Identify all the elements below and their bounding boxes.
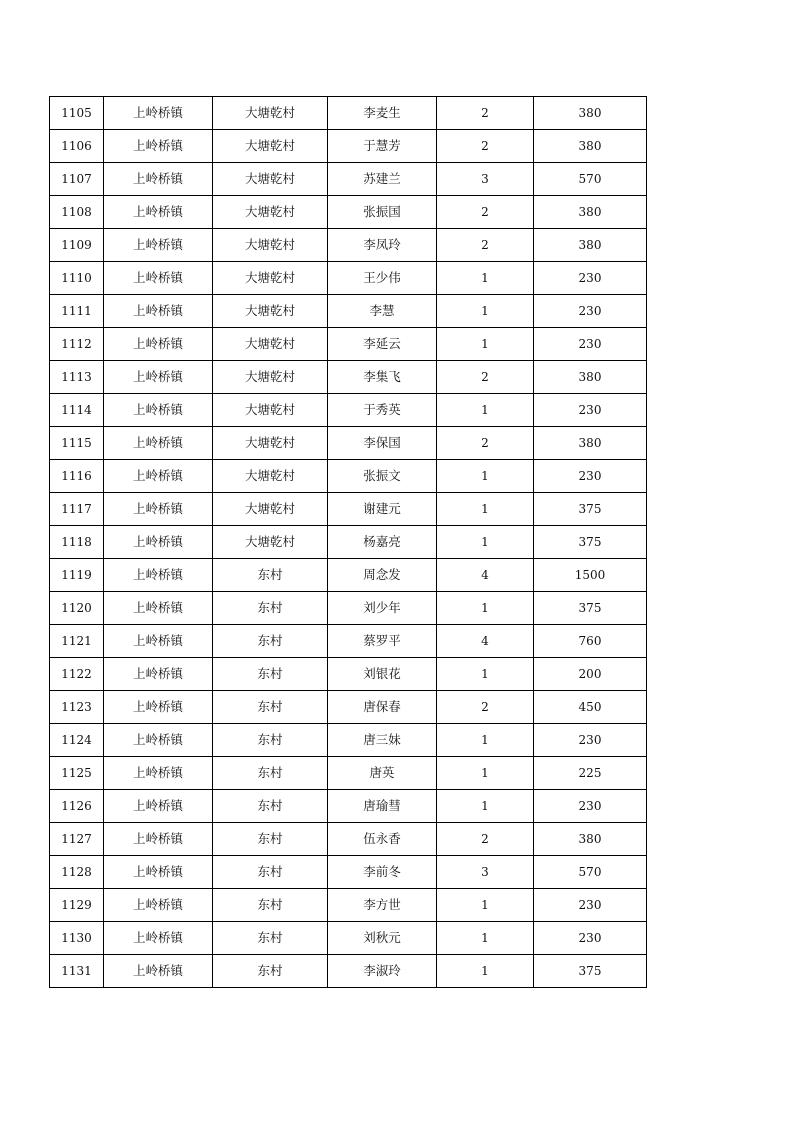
cell-name: 杨嘉亮 bbox=[328, 526, 437, 559]
cell-village: 大塘乾村 bbox=[213, 163, 328, 196]
cell-village: 东村 bbox=[213, 724, 328, 757]
table-row bbox=[50, 493, 647, 526]
cell-number: 1126 bbox=[50, 790, 104, 823]
cell-name: 李慧 bbox=[328, 295, 437, 328]
cell-town: 上岭桥镇 bbox=[104, 691, 213, 724]
cell-village: 东村 bbox=[213, 823, 328, 856]
table-row bbox=[50, 295, 647, 328]
cell-amount: 375 bbox=[534, 592, 647, 625]
cell-town: 上岭桥镇 bbox=[104, 295, 213, 328]
cell-count: 1 bbox=[437, 460, 534, 493]
cell-amount: 230 bbox=[534, 790, 647, 823]
cell-count: 1 bbox=[437, 262, 534, 295]
cell-amount: 570 bbox=[534, 856, 647, 889]
cell-name: 谢建元 bbox=[328, 493, 437, 526]
cell-number: 1119 bbox=[50, 559, 104, 592]
cell-town: 上岭桥镇 bbox=[104, 229, 213, 262]
cell-town: 上岭桥镇 bbox=[104, 460, 213, 493]
cell-count: 2 bbox=[437, 691, 534, 724]
cell-village: 大塘乾村 bbox=[213, 493, 328, 526]
cell-town: 上岭桥镇 bbox=[104, 790, 213, 823]
cell-town: 上岭桥镇 bbox=[104, 559, 213, 592]
cell-name: 李麦生 bbox=[328, 97, 437, 130]
cell-town: 上岭桥镇 bbox=[104, 526, 213, 559]
cell-town: 上岭桥镇 bbox=[104, 361, 213, 394]
cell-town: 上岭桥镇 bbox=[104, 196, 213, 229]
cell-count: 4 bbox=[437, 559, 534, 592]
table-row bbox=[50, 955, 647, 988]
cell-amount: 375 bbox=[534, 955, 647, 988]
cell-village: 东村 bbox=[213, 559, 328, 592]
cell-amount: 380 bbox=[534, 427, 647, 460]
table-row bbox=[50, 559, 647, 592]
cell-village: 大塘乾村 bbox=[213, 295, 328, 328]
cell-amount: 380 bbox=[534, 97, 647, 130]
cell-amount: 760 bbox=[534, 625, 647, 658]
cell-village: 东村 bbox=[213, 790, 328, 823]
cell-name: 唐保春 bbox=[328, 691, 437, 724]
cell-number: 1124 bbox=[50, 724, 104, 757]
cell-count: 1 bbox=[437, 658, 534, 691]
cell-name: 于慧芳 bbox=[328, 130, 437, 163]
table-row bbox=[50, 724, 647, 757]
cell-town: 上岭桥镇 bbox=[104, 823, 213, 856]
cell-count: 1 bbox=[437, 526, 534, 559]
table-row bbox=[50, 658, 647, 691]
cell-name: 张振文 bbox=[328, 460, 437, 493]
cell-number: 1128 bbox=[50, 856, 104, 889]
cell-amount: 1500 bbox=[534, 559, 647, 592]
cell-number: 1111 bbox=[50, 295, 104, 328]
cell-number: 1130 bbox=[50, 922, 104, 955]
cell-town: 上岭桥镇 bbox=[104, 625, 213, 658]
cell-count: 1 bbox=[437, 328, 534, 361]
cell-name: 张振国 bbox=[328, 196, 437, 229]
cell-town: 上岭桥镇 bbox=[104, 97, 213, 130]
table-row bbox=[50, 460, 647, 493]
cell-amount: 225 bbox=[534, 757, 647, 790]
cell-number: 1125 bbox=[50, 757, 104, 790]
cell-count: 1 bbox=[437, 724, 534, 757]
cell-village: 大塘乾村 bbox=[213, 97, 328, 130]
table-row bbox=[50, 130, 647, 163]
cell-count: 2 bbox=[437, 823, 534, 856]
cell-amount: 230 bbox=[534, 295, 647, 328]
cell-town: 上岭桥镇 bbox=[104, 922, 213, 955]
cell-name: 刘银花 bbox=[328, 658, 437, 691]
cell-name: 唐瑜彗 bbox=[328, 790, 437, 823]
cell-village: 东村 bbox=[213, 757, 328, 790]
cell-name: 李前冬 bbox=[328, 856, 437, 889]
cell-village: 大塘乾村 bbox=[213, 460, 328, 493]
cell-name: 李凤玲 bbox=[328, 229, 437, 262]
cell-amount: 230 bbox=[534, 889, 647, 922]
cell-town: 上岭桥镇 bbox=[104, 757, 213, 790]
cell-count: 3 bbox=[437, 856, 534, 889]
table-row bbox=[50, 889, 647, 922]
table-row bbox=[50, 823, 647, 856]
table-row bbox=[50, 394, 647, 427]
cell-amount: 380 bbox=[534, 130, 647, 163]
cell-town: 上岭桥镇 bbox=[104, 856, 213, 889]
cell-amount: 380 bbox=[534, 196, 647, 229]
cell-town: 上岭桥镇 bbox=[104, 724, 213, 757]
cell-count: 1 bbox=[437, 394, 534, 427]
cell-number: 1117 bbox=[50, 493, 104, 526]
cell-village: 大塘乾村 bbox=[213, 394, 328, 427]
cell-amount: 230 bbox=[534, 724, 647, 757]
cell-amount: 570 bbox=[534, 163, 647, 196]
cell-amount: 450 bbox=[534, 691, 647, 724]
cell-amount: 375 bbox=[534, 493, 647, 526]
table-row bbox=[50, 361, 647, 394]
cell-village: 东村 bbox=[213, 889, 328, 922]
cell-village: 东村 bbox=[213, 658, 328, 691]
cell-number: 1109 bbox=[50, 229, 104, 262]
cell-number: 1122 bbox=[50, 658, 104, 691]
table-row bbox=[50, 97, 647, 130]
table-row bbox=[50, 856, 647, 889]
cell-town: 上岭桥镇 bbox=[104, 163, 213, 196]
cell-village: 东村 bbox=[213, 856, 328, 889]
cell-name: 李集飞 bbox=[328, 361, 437, 394]
cell-village: 大塘乾村 bbox=[213, 229, 328, 262]
cell-town: 上岭桥镇 bbox=[104, 493, 213, 526]
cell-village: 东村 bbox=[213, 955, 328, 988]
cell-town: 上岭桥镇 bbox=[104, 427, 213, 460]
cell-amount: 200 bbox=[534, 658, 647, 691]
cell-village: 大塘乾村 bbox=[213, 328, 328, 361]
cell-count: 2 bbox=[437, 130, 534, 163]
cell-village: 东村 bbox=[213, 625, 328, 658]
data-table bbox=[49, 96, 647, 988]
cell-amount: 230 bbox=[534, 328, 647, 361]
cell-town: 上岭桥镇 bbox=[104, 394, 213, 427]
cell-name: 刘秋元 bbox=[328, 922, 437, 955]
cell-name: 李方世 bbox=[328, 889, 437, 922]
cell-count: 1 bbox=[437, 493, 534, 526]
cell-name: 周念发 bbox=[328, 559, 437, 592]
cell-village: 大塘乾村 bbox=[213, 526, 328, 559]
cell-name: 李延云 bbox=[328, 328, 437, 361]
table-row bbox=[50, 163, 647, 196]
cell-name: 李淑玲 bbox=[328, 955, 437, 988]
cell-number: 1112 bbox=[50, 328, 104, 361]
cell-count: 3 bbox=[437, 163, 534, 196]
cell-town: 上岭桥镇 bbox=[104, 592, 213, 625]
cell-village: 东村 bbox=[213, 592, 328, 625]
table-body bbox=[50, 97, 647, 988]
cell-number: 1115 bbox=[50, 427, 104, 460]
cell-count: 2 bbox=[437, 427, 534, 460]
cell-number: 1121 bbox=[50, 625, 104, 658]
cell-name: 于秀英 bbox=[328, 394, 437, 427]
cell-number: 1129 bbox=[50, 889, 104, 922]
cell-number: 1127 bbox=[50, 823, 104, 856]
table-row bbox=[50, 757, 647, 790]
cell-count: 1 bbox=[437, 592, 534, 625]
cell-number: 1108 bbox=[50, 196, 104, 229]
cell-count: 1 bbox=[437, 922, 534, 955]
cell-village: 大塘乾村 bbox=[213, 262, 328, 295]
cell-count: 2 bbox=[437, 196, 534, 229]
table-row bbox=[50, 427, 647, 460]
table-row bbox=[50, 790, 647, 823]
cell-town: 上岭桥镇 bbox=[104, 262, 213, 295]
cell-amount: 375 bbox=[534, 526, 647, 559]
cell-number: 1118 bbox=[50, 526, 104, 559]
cell-number: 1106 bbox=[50, 130, 104, 163]
table-row bbox=[50, 262, 647, 295]
cell-village: 东村 bbox=[213, 691, 328, 724]
cell-village: 大塘乾村 bbox=[213, 361, 328, 394]
cell-number: 1113 bbox=[50, 361, 104, 394]
cell-number: 1116 bbox=[50, 460, 104, 493]
cell-town: 上岭桥镇 bbox=[104, 328, 213, 361]
cell-count: 1 bbox=[437, 757, 534, 790]
table-row bbox=[50, 592, 647, 625]
cell-name: 唐三妹 bbox=[328, 724, 437, 757]
cell-village: 东村 bbox=[213, 922, 328, 955]
cell-name: 苏建兰 bbox=[328, 163, 437, 196]
cell-name: 王少伟 bbox=[328, 262, 437, 295]
cell-number: 1123 bbox=[50, 691, 104, 724]
cell-amount: 380 bbox=[534, 229, 647, 262]
cell-amount: 230 bbox=[534, 394, 647, 427]
cell-number: 1120 bbox=[50, 592, 104, 625]
cell-town: 上岭桥镇 bbox=[104, 130, 213, 163]
cell-name: 唐英 bbox=[328, 757, 437, 790]
cell-count: 2 bbox=[437, 361, 534, 394]
cell-count: 1 bbox=[437, 790, 534, 823]
cell-number: 1105 bbox=[50, 97, 104, 130]
table-row bbox=[50, 196, 647, 229]
cell-amount: 230 bbox=[534, 922, 647, 955]
table-row bbox=[50, 526, 647, 559]
cell-village: 大塘乾村 bbox=[213, 427, 328, 460]
table-row bbox=[50, 229, 647, 262]
cell-town: 上岭桥镇 bbox=[104, 955, 213, 988]
cell-count: 1 bbox=[437, 955, 534, 988]
cell-town: 上岭桥镇 bbox=[104, 658, 213, 691]
cell-village: 大塘乾村 bbox=[213, 196, 328, 229]
cell-count: 2 bbox=[437, 229, 534, 262]
cell-number: 1107 bbox=[50, 163, 104, 196]
cell-count: 1 bbox=[437, 889, 534, 922]
cell-village: 大塘乾村 bbox=[213, 130, 328, 163]
cell-number: 1114 bbox=[50, 394, 104, 427]
cell-town: 上岭桥镇 bbox=[104, 889, 213, 922]
cell-count: 4 bbox=[437, 625, 534, 658]
cell-name: 刘少年 bbox=[328, 592, 437, 625]
cell-amount: 230 bbox=[534, 262, 647, 295]
table-row bbox=[50, 922, 647, 955]
cell-count: 1 bbox=[437, 295, 534, 328]
table-row bbox=[50, 691, 647, 724]
cell-number: 1110 bbox=[50, 262, 104, 295]
cell-count: 2 bbox=[437, 97, 534, 130]
table-row bbox=[50, 625, 647, 658]
cell-name: 李保国 bbox=[328, 427, 437, 460]
cell-name: 蔡罗平 bbox=[328, 625, 437, 658]
cell-amount: 380 bbox=[534, 823, 647, 856]
table-row bbox=[50, 328, 647, 361]
cell-amount: 230 bbox=[534, 460, 647, 493]
cell-number: 1131 bbox=[50, 955, 104, 988]
cell-amount: 380 bbox=[534, 361, 647, 394]
cell-name: 伍永香 bbox=[328, 823, 437, 856]
